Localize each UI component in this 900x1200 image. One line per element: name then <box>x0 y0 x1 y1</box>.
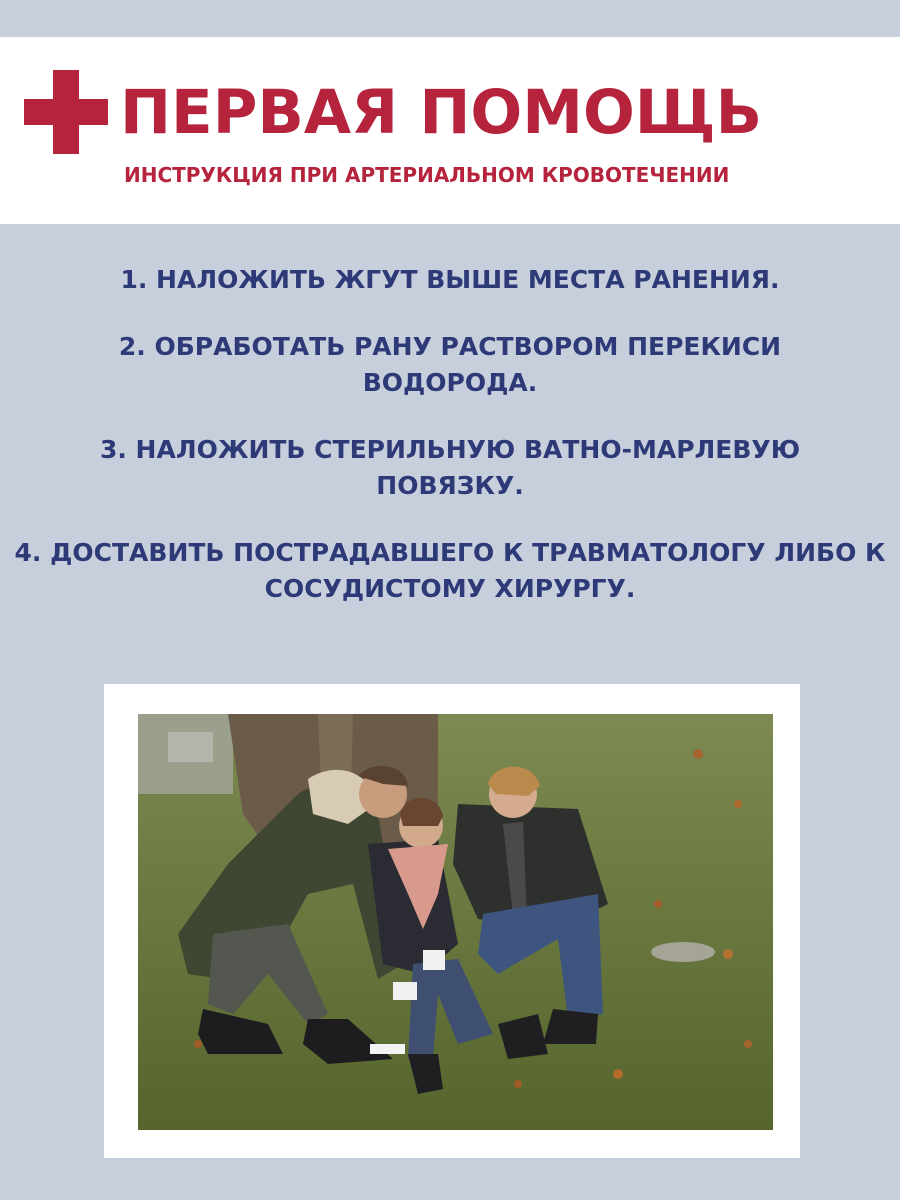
page-title: ПЕРВАЯ ПОМОЩЬ <box>120 77 763 148</box>
first-aid-photo <box>138 714 773 1130</box>
instruction-step-3: 3. НАЛОЖИТЬ СТЕРИЛЬНУЮ ВАТНО-МАРЛЕВУЮ ПОВЯЗКУ. <box>99 435 801 500</box>
page-subtitle: ИНСТРУКЦИЯ ПРИ АРТЕРИАЛЬНОМ КРОВОТЕЧЕНИИ <box>124 163 730 187</box>
instruction-list <box>0 262 900 638</box>
instruction-step-1: 1. НАЛОЖИТЬ ЖГУТ ВЫШЕ МЕСТА РАНЕНИЯ. <box>120 265 780 294</box>
instruction-step-4: 4. ДОСТАВИТЬ ПОСТРАДАВШЕГО К ТРАВМАТОЛОГУ ЛИБО К СОСУДИСТОМУ ХИРУРГУ. <box>14 538 886 603</box>
red-cross-icon <box>24 70 108 154</box>
header-banner <box>0 37 900 224</box>
photo-frame <box>104 684 800 1158</box>
instruction-step-2: 2. ОБРАБОТАТЬ РАНУ РАСТВОРОМ ПЕРЕКИСИ ВОДОРОДА. <box>118 332 782 397</box>
